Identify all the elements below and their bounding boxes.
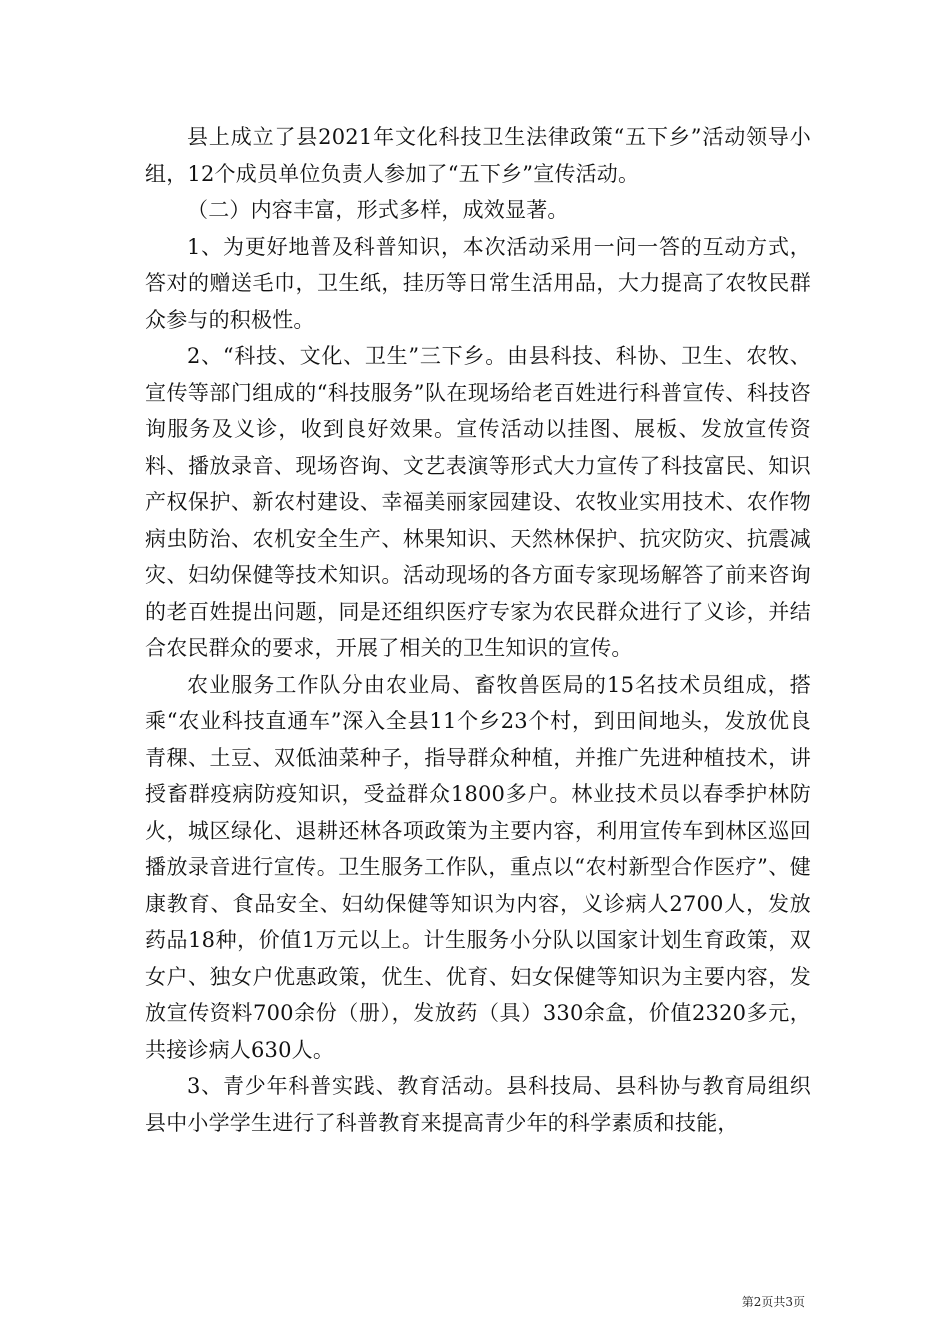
paragraph-item-3: 3、青少年科普实践、教育活动。县科技局、县科协与教育局组织县中小学学生进行了科普教育来提高青少年的科学素质和技能， [145, 1074, 811, 1135]
page-number: 第2页共3页 [741, 1295, 805, 1309]
paragraph-item-2: 2、“科技、文化、卫生”三下乡。由县科技、科协、卫生、农牧、宣传等部门组成的“科技服务”队在现场给老百姓进行科普宣传、科技咨询服务及义诊，收到良好效果。宣传活动以挂图、展板、发放宣传资料、播放录音、现场咨询、文艺表演等形式大力宣传了科技富民、知识产权保护、新农村建设、幸福美丽家园建设、农牧业实用技术、农作物病虫防治、农机安全生产、林果知识、天然林保护、抗灾防灾、抗震减灾、妇幼保健等技术知识。活动现场的各方面专家现场解答了前来咨询的老百姓提出问题，同是还组织医疗专家为农民群众进行了义诊，并结合农民群众的要求，开展了相关的卫生知识的宣传。 [145, 344, 811, 660]
document-body [145, 119, 811, 1141]
paragraph-leadership-group: 县上成立了县2021年文化科技卫生法律政策“五下乡”活动领导小组，12个成员单位负责人参加了“五下乡”宣传活动。 [145, 125, 811, 186]
section-heading-content: （二）内容丰富，形式多样，成效显著。 [187, 198, 569, 222]
paragraph-agriculture-team: 农业服务工作队分由农业局、畜牧兽医局的15名技术员组成，搭乘“农业科技直通车”深入全县11个乡23个村，到田间地头，发放优良青稞、土豆、双低油菜种子，指导群众种植，并推广先进种植技术，讲授畜群疫病防疫知识，受益群众1800多户。林业技术员以春季护林防火，城区绿化、退耕还林各项政策为主要内容，利用宣传车到林区巡回播放录音进行宣传。卫生服务工作队，重点以“农村新型合作医疗”、健康教育、食品安全、妇幼保健等知识为内容，义诊病人2700人，发放药品18种，价值1万元以上。计生服务小分队以国家计划生育政策，双女户、独女户优惠政策，优生、优育、妇女保健等知识为主要内容，发放宣传资料700余份（册），发放药（具）330余盒，价值2320多元，共接诊病人630人。 [145, 672, 811, 1062]
paragraph-item-1: 1、为更好地普及科普知识，本次活动采用一问一答的互动方式，答对的赠送毛巾，卫生纸，挂历等日常生活用品，大力提高了农牧民群众参与的积极性。 [145, 234, 811, 332]
